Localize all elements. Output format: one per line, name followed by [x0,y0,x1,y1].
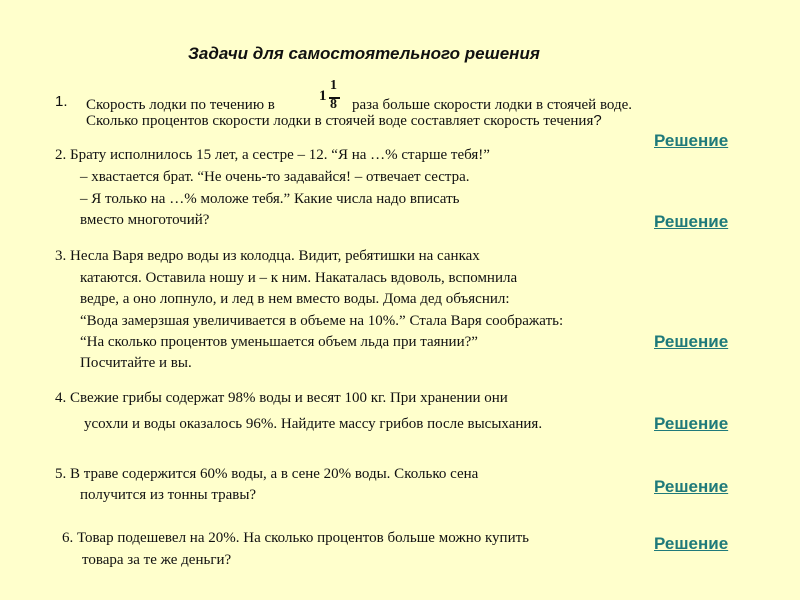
problem-2-line-4: вместо многоточий? [80,212,210,228]
problem-5-line-1: 5. В траве содержится 60% воды, а в сене 20% воды. Сколько сена [55,466,479,482]
fraction-numerator: 1 [330,78,337,93]
problem-3-line-5: “На сколько процентов уменьшается объем льда при таянии?” [80,334,478,350]
problem-1-line-2 [86,112,602,130]
problem-2-line-1: 2. Брату исполнилось 15 лет, а сестре – 12. “Я на …% старше тебя!” [55,147,490,163]
solution-link-1[interactable]: Решение [654,131,729,150]
problem-1-number: 1. [55,93,68,110]
problem-1-question-mark: ? [593,112,602,129]
problem-1-line-1-end: раза больше скорости лодки в стоячей воде. [352,97,633,113]
problem-2-line-3: – Я только на …% моложе тебя.” Какие числа надо вписать [80,191,460,207]
problem-3-line-1: 3. Несла Варя ведро воды из колодца. Видит, ребятишки на санках [55,248,480,264]
solution-link-6[interactable]: Решение [654,534,729,553]
problem-5-line-2: получится из тонны травы? [80,487,257,503]
problem-4-line-1: 4. Свежие грибы содержат 98% воды и весят 100 кг. При хранении они [55,390,508,406]
problem-1-line-2-text: Сколько процентов скорости лодки в стоячей воде составляет скорость течения [86,113,594,129]
problem-3-line-6: Посчитайте и вы. [80,355,192,371]
problem-6-line-2: товара за те же деньги? [82,552,232,568]
solution-link-5[interactable]: Решение [654,477,729,496]
problem-1-line-1-start: Скорость лодки по течению в [86,97,275,113]
problem-4-line-2: усохли и воды оказалось 96%. Найдите массу грибов после высыхания. [84,416,543,432]
page-title: Задачи для самостоятельного решения [188,44,540,63]
solution-link-4[interactable]: Решение [654,414,729,433]
fraction-denominator: 8 [330,97,337,112]
solution-link-3[interactable]: Решение [654,332,729,351]
fraction-whole: 1 [319,88,327,104]
problem-3-line-4: “Вода замерзшая увеличивается в объеме на 10%.” Стала Варя соображать: [80,313,564,329]
solution-link-2[interactable]: Решение [654,212,729,231]
problem-6-line-1: 6. Товар подешевел на 20%. На сколько процентов больше можно купить [62,530,529,546]
problem-2-line-2: – хвастается брат. “Не очень-то задавайся! – отвечает сестра. [80,169,470,185]
problem-3-line-3: ведре, а оно лопнуло, и лед в нем вместо воды. Дома дед объяснил: [80,291,510,307]
problem-3-line-2: катаются. Оставила ношу и – к ним. Накаталась вдоволь, вспомнила [80,270,518,286]
